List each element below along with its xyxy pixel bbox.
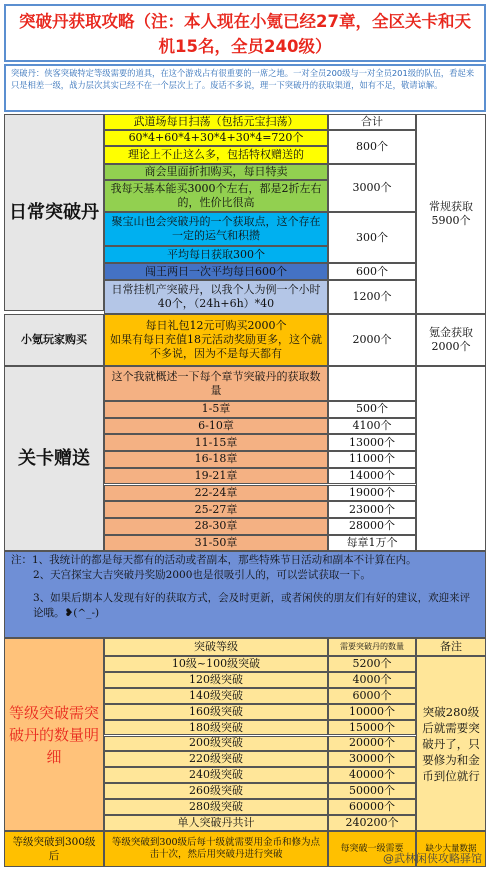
level-amount: 240200个 xyxy=(328,815,416,831)
chapter-amount: 23000个 xyxy=(328,501,416,518)
levels-note: 突破280级后就需要突破丹了，只要修为和金币到位就行 xyxy=(416,656,486,831)
daily-total-note: 常规获取5900个 xyxy=(416,114,486,314)
daily-amount-4: 600个 xyxy=(328,263,416,280)
daily-amount-3: 300个 xyxy=(328,212,416,263)
level-row: 200级突破 xyxy=(104,736,328,752)
levels-col-level: 突破等级 xyxy=(104,638,328,656)
daily-row-3: 理论上不止这么多，包括特权赠送的 xyxy=(104,146,328,164)
level-row: 180级突破 xyxy=(104,720,328,736)
level-amount: 5200个 xyxy=(328,656,416,672)
chapters-section-label: 关卡赠送 xyxy=(4,366,104,551)
bottom-amount: 每突破一级需要 xyxy=(328,831,416,867)
daily-row-8: 闯王两日一次平均每日600个 xyxy=(104,263,328,280)
level-row: 240级突破 xyxy=(104,767,328,783)
chapters-note-blank xyxy=(416,366,486,551)
bottom-text: 等级突破到300级后每十级就需要用金币和修为点击十次，然后用突破丹进行突破 xyxy=(104,831,328,867)
chapter-amount: 每章1万个 xyxy=(328,535,416,552)
daily-row-5: 我每天基本能买3000个左右，都是2折左右的，性价比很高 xyxy=(104,180,328,212)
daily-row-1: 武道场每日扫荡（包括元宝扫荡） xyxy=(104,114,328,130)
chapter-range: 6-10章 xyxy=(104,418,328,435)
level-amount: 30000个 xyxy=(328,751,416,767)
daily-amount-2: 3000个 xyxy=(328,164,416,212)
chapter-range: 31-50章 xyxy=(104,535,328,552)
daily-row-7: 平均每日获取300个 xyxy=(104,246,328,263)
note-line-1: 注：1、我统计的都是每天都有的活动或者副本，那些特殊节日活动和副本不计算在内。 xyxy=(11,554,417,566)
daily-section-label: 日常突破丹 xyxy=(4,114,104,311)
watermark: @武林闲侠攻略驿馆 xyxy=(383,852,482,865)
chapter-amount: 11000个 xyxy=(328,451,416,468)
daily-amount-5: 1200个 xyxy=(328,280,416,314)
level-row: 220级突破 xyxy=(104,751,328,767)
level-row: 140级突破 xyxy=(104,688,328,704)
daily-row-4: 商会里面折扣购买，每日特卖 xyxy=(104,164,328,180)
level-row: 10级~100级突破 xyxy=(104,656,328,672)
chapter-amount: 19000个 xyxy=(328,485,416,502)
level-amount: 20000个 xyxy=(328,736,416,752)
levels-col-amount: 需要突破丹的数量 xyxy=(328,638,416,656)
total-header: 合计 xyxy=(328,114,416,130)
chapter-range: 11-15章 xyxy=(104,434,328,451)
level-amount: 15000个 xyxy=(328,720,416,736)
chapter-range: 19-21章 xyxy=(104,468,328,485)
note-line-3: 3、如果后期本人发现有好的获取方式，会及时更新，或者闲侠的朋友们有好的建议，欢迎来评论哦。❥(^_-) xyxy=(33,592,471,619)
chapter-range: 16-18章 xyxy=(104,451,328,468)
level-amount: 10000个 xyxy=(328,704,416,720)
level-row: 单人突破丹共计 xyxy=(104,815,328,831)
level-amount: 4000个 xyxy=(328,672,416,688)
daily-row-9: 日常挂机产突破丹，以我个人为例一个小时40个，（24h+6h）*40 xyxy=(104,280,328,314)
levels-section-label: 等级突破需突破丹的数量明细 xyxy=(4,638,104,831)
bottom-label: 等级突破到300级后 xyxy=(4,831,104,867)
daily-amount-1: 800个 xyxy=(328,130,416,164)
purchase-note: 氪金获取2000个 xyxy=(416,314,486,366)
daily-row-6: 聚宝山也会突破丹的一个获取点，这个存在一定的运气和积攒 xyxy=(104,212,328,246)
note-line-2: 2、天宫探宝大吉突破丹奖励2000也是很吸引人的，可以尝试获取一下。 xyxy=(33,569,371,581)
chapters-header-blank xyxy=(328,366,416,401)
level-amount: 6000个 xyxy=(328,688,416,704)
level-row: 280级突破 xyxy=(104,799,328,815)
level-amount: 50000个 xyxy=(328,783,416,799)
purchase-text: 每日礼包12元可购买2000个 如果有每日充值18元活动奖励更多，这个就不多说，因为不是每天都有 xyxy=(104,314,328,366)
chapters-header: 这个我就概述一下每个章节突破丹的获取数量 xyxy=(104,366,328,401)
chapter-range: 25-27章 xyxy=(104,501,328,518)
level-row: 260级突破 xyxy=(104,783,328,799)
chapter-amount: 28000个 xyxy=(328,518,416,535)
level-row: 160级突破 xyxy=(104,704,328,720)
level-row: 120级突破 xyxy=(104,672,328,688)
chapter-amount: 13000个 xyxy=(328,434,416,451)
levels-col-note: 备注 xyxy=(416,638,486,656)
level-amount: 60000个 xyxy=(328,799,416,815)
daily-row-2: 60*4+60*4+30*4+30*4=720个 xyxy=(104,130,328,146)
page-title: 突破丹获取攻略（注：本人现在小氪已经27章，全区关卡和天机15名，全员240级） xyxy=(4,4,486,62)
chapter-range: 22-24章 xyxy=(104,485,328,502)
chapter-amount: 14000个 xyxy=(328,468,416,485)
chapter-amount: 4100个 xyxy=(328,418,416,435)
bottom-note: 缺少大量数据 xyxy=(416,831,486,867)
purchase-section-label: 小氪玩家购买 xyxy=(4,314,104,366)
notes-box xyxy=(4,551,486,638)
chapter-range: 1-5章 xyxy=(104,401,328,418)
intro-text: 突破丹：侠客突破特定等级需要的道具，在这个游戏占有很重要的一席之地。一对全员200级与一对全员201级的队伍，看起来只是相差一级，战力层次其实已经不在一个层次上了。废话不多说，理一下突破丹的获取渠道，如有不足，敬请谅解。 xyxy=(4,64,486,112)
chapter-amount: 500个 xyxy=(328,401,416,418)
purchase-amount: 2000个 xyxy=(328,314,416,366)
chapter-range: 28-30章 xyxy=(104,518,328,535)
level-amount: 40000个 xyxy=(328,767,416,783)
